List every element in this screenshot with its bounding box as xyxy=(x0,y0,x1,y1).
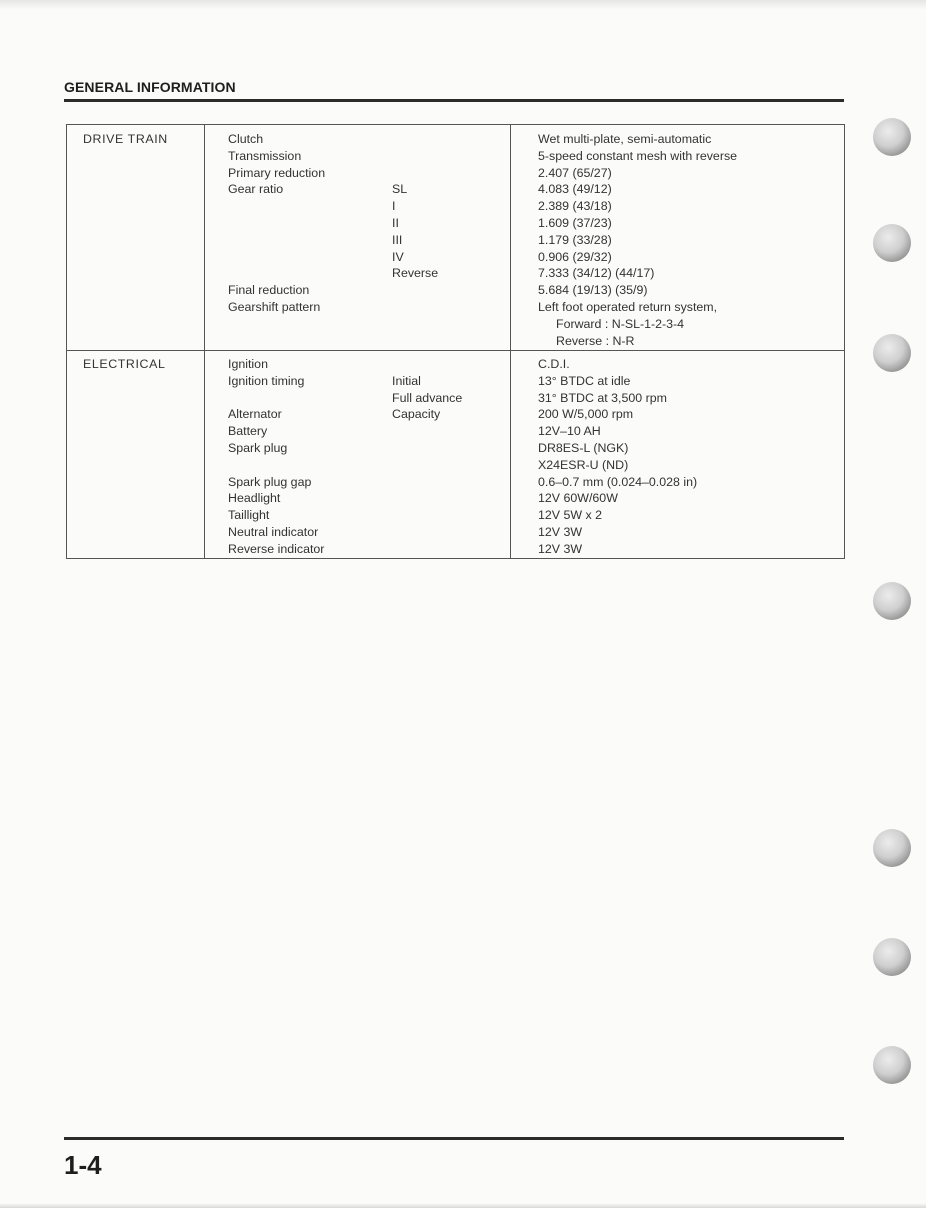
scan-bottom-edge xyxy=(0,1203,926,1208)
spec-value: 12V 3W xyxy=(538,541,583,556)
column-divider-2 xyxy=(510,125,511,558)
spec-value: Forward : N-SL-1-2-3-4 xyxy=(556,316,685,331)
spec-value: 12V 3W xyxy=(538,524,583,539)
header-rule xyxy=(64,99,844,102)
item-label: Gear ratio xyxy=(228,182,284,197)
binder-hole xyxy=(873,582,911,620)
section-label-drive-train: DRIVE TRAIN xyxy=(83,132,168,146)
item-label xyxy=(228,265,325,282)
subitem-label: III xyxy=(392,232,403,247)
item-label: Gearshift pattern xyxy=(228,299,321,314)
item-label: Alternator xyxy=(228,407,282,422)
item-label: Headlight xyxy=(228,491,281,506)
page-number: 1-4 xyxy=(64,1150,102,1180)
subitem-label: IV xyxy=(392,249,404,264)
spec-value: Reverse : N-R xyxy=(556,333,635,348)
subitem-label: Full advance xyxy=(392,390,463,405)
item-label xyxy=(228,232,325,249)
subitem-label xyxy=(392,165,438,182)
item-label: Ignition timing xyxy=(228,373,305,388)
spec-value: Left foot operated return system, xyxy=(538,299,718,314)
binder-hole xyxy=(873,1046,911,1084)
spec-value: 5-speed constant mesh with reverse xyxy=(538,148,738,163)
item-label: Neutral indicator xyxy=(228,524,319,539)
spec-value: X24ESR-U (ND) xyxy=(538,457,629,472)
specifications-table xyxy=(66,124,845,559)
spec-value: 12V 5W x 2 xyxy=(538,508,603,523)
spec-value: 4.083 (49/12) xyxy=(538,182,612,197)
spec-value: 12V–10 AH xyxy=(538,424,601,439)
item-label xyxy=(228,198,325,215)
spec-value: 7.333 (34/12) (44/17) xyxy=(538,266,655,281)
electrical-values xyxy=(538,356,697,558)
subitem-label: SL xyxy=(392,182,408,197)
item-label: Final reduction xyxy=(228,283,310,298)
subitem-label: II xyxy=(392,215,399,230)
item-label: Spark plug gap xyxy=(228,474,312,489)
spec-value: 13° BTDC at idle xyxy=(538,373,631,388)
page-title: GENERAL INFORMATION xyxy=(64,79,236,95)
subitem-label: Initial xyxy=(392,373,421,388)
binder-hole xyxy=(873,118,911,156)
item-label: Battery xyxy=(228,424,268,439)
binder-hole xyxy=(873,224,911,262)
electrical-subitems xyxy=(392,356,462,558)
subitem-label xyxy=(392,474,462,491)
subitem-label xyxy=(392,131,438,148)
spec-value: 1.609 (37/23) xyxy=(538,215,612,230)
spec-value: DR8ES-L (NGK) xyxy=(538,440,629,455)
subitem-label xyxy=(392,148,438,165)
electrical-items xyxy=(228,356,324,558)
column-divider-1 xyxy=(204,125,205,558)
binder-hole xyxy=(873,829,911,867)
item-label xyxy=(228,249,325,266)
drive-train-items xyxy=(228,131,325,316)
spec-value: 0.6–0.7 mm (0.024–0.028 in) xyxy=(538,474,698,489)
spec-value: C.D.I. xyxy=(538,357,570,371)
binder-hole xyxy=(873,334,911,372)
footer-rule xyxy=(64,1137,844,1140)
subitem-label xyxy=(392,423,462,440)
item-label: Primary reduction xyxy=(228,165,326,180)
subitem-label xyxy=(392,282,438,299)
subitem-label xyxy=(392,457,462,474)
subitem-label xyxy=(392,490,462,507)
spec-value: 31° BTDC at 3,500 rpm xyxy=(538,390,667,405)
spec-value: 12V 60W/60W xyxy=(538,491,618,506)
subitem-label: Capacity xyxy=(392,407,441,422)
item-label: Taillight xyxy=(228,508,270,523)
item-label: Transmission xyxy=(228,148,302,163)
section-label-electrical: ELECTRICAL xyxy=(83,357,166,371)
subitem-label xyxy=(392,524,462,541)
subitem-label: Reverse xyxy=(392,266,439,281)
binder-hole xyxy=(873,938,911,976)
subitem-label xyxy=(392,507,462,524)
subitem-label xyxy=(392,356,462,373)
subitem-label xyxy=(392,299,438,316)
section-divider xyxy=(67,350,844,351)
item-label: Reverse indicator xyxy=(228,541,325,556)
spec-value: 1.179 (33/28) xyxy=(538,232,612,247)
drive-train-subitems xyxy=(392,131,438,316)
spec-value: 2.407 (65/27) xyxy=(538,165,612,180)
item-label: Clutch xyxy=(228,132,264,146)
item-label: Spark plug xyxy=(228,440,288,455)
item-label xyxy=(228,390,324,407)
subitem-label: I xyxy=(392,199,396,214)
item-label xyxy=(228,457,324,474)
spec-value: 200 W/5,000 rpm xyxy=(538,407,634,422)
subitem-label xyxy=(392,440,462,457)
spec-value: 5.684 (19/13) (35/9) xyxy=(538,283,648,298)
scan-top-edge xyxy=(0,0,926,10)
spec-value: Wet multi-plate, semi-automatic xyxy=(538,132,712,146)
item-label: Ignition xyxy=(228,357,268,371)
subitem-label xyxy=(392,541,462,558)
spec-value: 2.389 (43/18) xyxy=(538,199,612,214)
spec-value: 0.906 (29/32) xyxy=(538,249,612,264)
drive-train-values xyxy=(538,131,737,349)
item-label xyxy=(228,215,325,232)
